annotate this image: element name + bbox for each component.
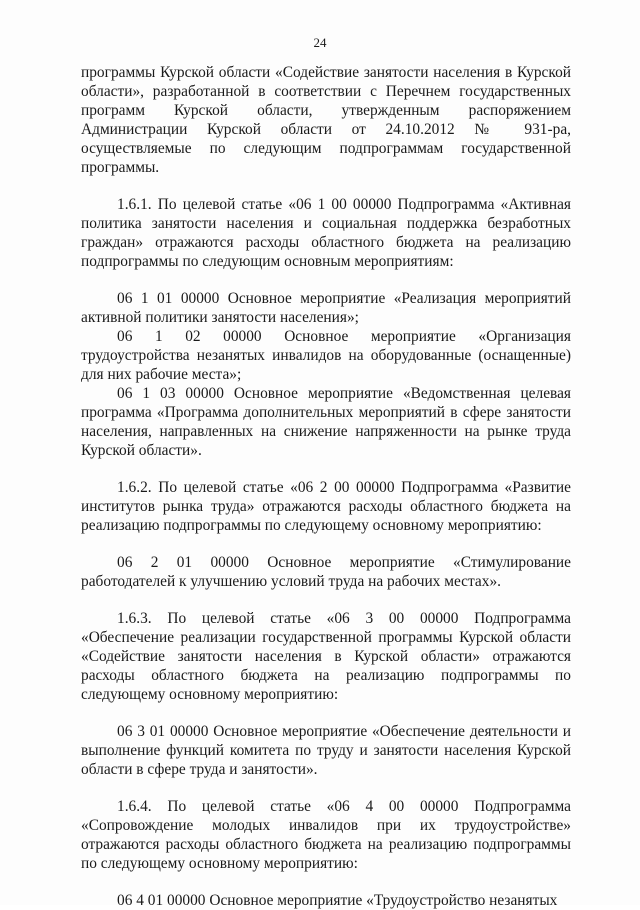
paragraph: 1.6.4. По целевой статье «06 4 00 00000 Подпрограмма «Сопровождение молодых инвалидов при их трудоустройстве» отражаются расходы областного бюджета на реализацию подпрограммы по следующему основному мероприятию: <box>81 798 571 872</box>
paragraph: 06 1 03 00000 Основное мероприятие «Ведомственная целевая программа «Программа дополнительных мероприятий в сфере занятости населения, направленных на снижение напряженности на рынке труда Курской области». <box>81 385 571 459</box>
paragraph: программы Курской области «Содействие занятости населения в Курской области», разработанной в соответствии с Перечнем государственных программ Курской области, утвержденным распоряжением Администрации Курской области от 24.10.2012 № 931-ра, осуществляемые по следующим подпрограммам государственной программы. <box>81 64 571 176</box>
paragraph: 1.6.2. По целевой статье «06 2 00 00000 Подпрограмма «Развитие институтов рынка труда» отражаются расходы областного бюджета на реализацию подпрограммы по следующему основному мероприятию: <box>81 479 571 534</box>
paragraph: 1.6.1. По целевой статье «06 1 00 00000 Подпрограмма «Активная политика занятости населения и социальная поддержка безработных граждан» отражаются расходы областного бюджета на реализацию подпрограммы по следующим основным мероприятиям: <box>81 196 571 270</box>
paragraph: 06 1 01 00000 Основное мероприятие «Реализация мероприятий активной политики занятости населения»; <box>81 290 571 326</box>
document-body <box>81 63 571 910</box>
paragraph: 1.6.3. По целевой статье «06 3 00 00000 Подпрограмма «Обеспечение реализации государственной программы Курской области «Содействие занятости населения в Курской области» отражаются расходы областного бюджета на реализацию подпрограммы по следующему основному мероприятию: <box>81 610 571 703</box>
paragraph: 06 2 01 00000 Основное мероприятие «Стимулирование работодателей к улучшению условий труда на рабочих местах». <box>81 554 571 590</box>
paragraph: 06 3 01 00000 Основное мероприятие «Обеспечение деятельности и выполнение функций комитета по труду и занятости населения Курской области в сфере труда и занятости». <box>81 723 571 778</box>
paragraph: 06 4 01 00000 Основное мероприятие «Трудоустройство незанятых <box>117 892 558 909</box>
page-number: 24 <box>313 35 327 50</box>
paragraph: 06 1 02 00000 Основное мероприятие «Организация трудоустройства незанятых инвалидов на оборудованные (оснащенные) для них рабочие места»; <box>81 328 571 383</box>
